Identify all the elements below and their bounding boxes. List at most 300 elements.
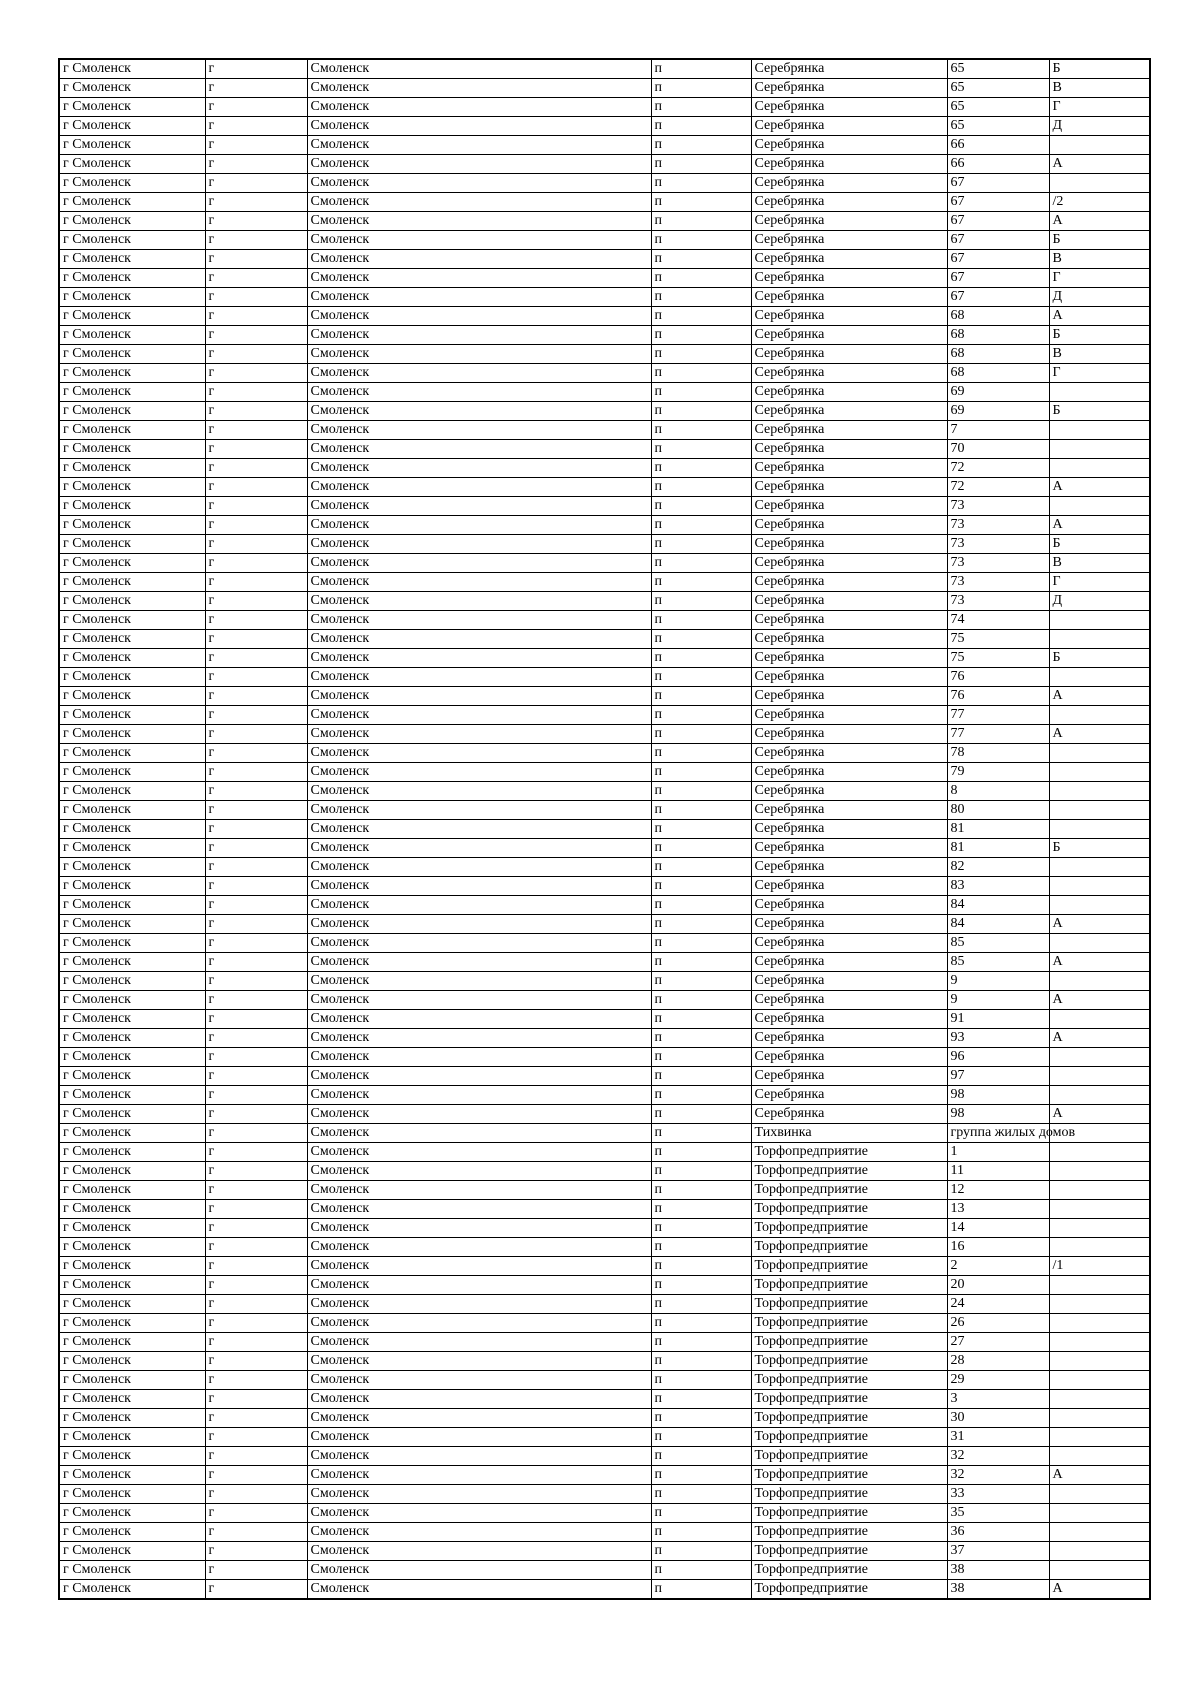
building-letter-cell: А: [1049, 307, 1150, 326]
table-row: [59, 174, 1150, 193]
street-cell: Серебрянка: [751, 687, 947, 706]
city-name-cell: Смоленск: [307, 1523, 651, 1542]
locality-type-cell: п: [651, 155, 751, 174]
table-row: [59, 801, 1150, 820]
street-cell: Серебрянка: [751, 896, 947, 915]
building-letter-cell: [1049, 744, 1150, 763]
building-letter-cell: Г: [1049, 573, 1150, 592]
building-letter-cell: [1049, 497, 1150, 516]
house-number-cell: 32: [947, 1466, 1049, 1485]
city-cell: г Смоленск: [59, 820, 205, 839]
address-table: [58, 58, 1151, 1600]
city-cell: г Смоленск: [59, 193, 205, 212]
address-table-body: [59, 59, 1150, 1599]
house-number-cell: 67: [947, 288, 1049, 307]
house-number-cell: 37: [947, 1542, 1049, 1561]
house-number-cell: 24: [947, 1295, 1049, 1314]
city-type-cell: г: [205, 1352, 307, 1371]
city-type-cell: г: [205, 250, 307, 269]
locality-type-cell: п: [651, 744, 751, 763]
city-name-cell: Смоленск: [307, 79, 651, 98]
city-cell: г Смоленск: [59, 1333, 205, 1352]
building-letter-cell: Д: [1049, 117, 1150, 136]
house-number-cell: 74: [947, 611, 1049, 630]
street-cell: Серебрянка: [751, 1048, 947, 1067]
city-name-cell: Смоленск: [307, 250, 651, 269]
city-cell: г Смоленск: [59, 1504, 205, 1523]
city-cell: г Смоленск: [59, 1580, 205, 1600]
city-cell: г Смоленск: [59, 250, 205, 269]
locality-type-cell: п: [651, 1390, 751, 1409]
building-letter-cell: [1049, 440, 1150, 459]
locality-type-cell: п: [651, 801, 751, 820]
building-letter-cell: [1049, 1086, 1150, 1105]
locality-type-cell: п: [651, 1105, 751, 1124]
locality-type-cell: п: [651, 934, 751, 953]
city-name-cell: Смоленск: [307, 611, 651, 630]
city-name-cell: Смоленск: [307, 1504, 651, 1523]
locality-type-cell: п: [651, 516, 751, 535]
street-cell: Серебрянка: [751, 953, 947, 972]
city-name-cell: Смоленск: [307, 1561, 651, 1580]
city-name-cell: Смоленск: [307, 1447, 651, 1466]
house-number-cell: 68: [947, 364, 1049, 383]
street-cell: Серебрянка: [751, 858, 947, 877]
locality-type-cell: п: [651, 1029, 751, 1048]
street-cell: Серебрянка: [751, 668, 947, 687]
house-number-cell: 35: [947, 1504, 1049, 1523]
city-name-cell: Смоленск: [307, 1048, 651, 1067]
city-type-cell: г: [205, 497, 307, 516]
house-number-cell: 65: [947, 117, 1049, 136]
building-letter-cell: Б: [1049, 59, 1150, 79]
city-type-cell: г: [205, 1371, 307, 1390]
building-letter-cell: [1049, 611, 1150, 630]
building-letter-cell: А: [1049, 687, 1150, 706]
city-type-cell: г: [205, 1409, 307, 1428]
building-letter-cell: Г: [1049, 98, 1150, 117]
locality-type-cell: п: [651, 1295, 751, 1314]
city-cell: г Смоленск: [59, 1561, 205, 1580]
table-row: [59, 1580, 1150, 1600]
city-type-cell: г: [205, 1105, 307, 1124]
table-row: [59, 1523, 1150, 1542]
city-type-cell: г: [205, 744, 307, 763]
street-cell: Серебрянка: [751, 725, 947, 744]
building-letter-cell: А: [1049, 212, 1150, 231]
city-cell: г Смоленск: [59, 117, 205, 136]
locality-type-cell: п: [651, 630, 751, 649]
house-number-cell: 70: [947, 440, 1049, 459]
table-row: [59, 934, 1150, 953]
city-name-cell: Смоленск: [307, 706, 651, 725]
house-number-cell: 77: [947, 706, 1049, 725]
city-type-cell: г: [205, 1086, 307, 1105]
city-name-cell: Смоленск: [307, 231, 651, 250]
city-cell: г Смоленск: [59, 1143, 205, 1162]
city-name-cell: Смоленск: [307, 136, 651, 155]
table-row: [59, 573, 1150, 592]
city-name-cell: Смоленск: [307, 535, 651, 554]
city-name-cell: Смоленск: [307, 288, 651, 307]
city-type-cell: г: [205, 79, 307, 98]
locality-type-cell: п: [651, 117, 751, 136]
table-row: [59, 1504, 1150, 1523]
locality-type-cell: п: [651, 991, 751, 1010]
city-cell: г Смоленск: [59, 383, 205, 402]
city-type-cell: г: [205, 269, 307, 288]
building-letter-cell: Б: [1049, 402, 1150, 421]
building-letter-cell: [1049, 1390, 1150, 1409]
building-letter-cell: В: [1049, 250, 1150, 269]
building-letter-cell: А: [1049, 725, 1150, 744]
table-row: [59, 1067, 1150, 1086]
locality-type-cell: п: [651, 592, 751, 611]
street-cell: Торфопредприятие: [751, 1485, 947, 1504]
building-letter-cell: [1049, 858, 1150, 877]
city-type-cell: г: [205, 1067, 307, 1086]
city-name-cell: Смоленск: [307, 839, 651, 858]
city-name-cell: Смоленск: [307, 1314, 651, 1333]
city-cell: г Смоленск: [59, 1124, 205, 1143]
table-row: [59, 421, 1150, 440]
city-cell: г Смоленск: [59, 98, 205, 117]
city-type-cell: г: [205, 1029, 307, 1048]
locality-type-cell: п: [651, 915, 751, 934]
house-number-cell: 75: [947, 630, 1049, 649]
table-row: [59, 1447, 1150, 1466]
locality-type-cell: п: [651, 858, 751, 877]
city-cell: г Смоленск: [59, 1048, 205, 1067]
city-name-cell: Смоленск: [307, 402, 651, 421]
city-type-cell: г: [205, 307, 307, 326]
locality-type-cell: п: [651, 1352, 751, 1371]
street-cell: Серебрянка: [751, 497, 947, 516]
street-cell: Серебрянка: [751, 345, 947, 364]
city-type-cell: г: [205, 212, 307, 231]
building-letter-cell: [1049, 1067, 1150, 1086]
table-row: [59, 1409, 1150, 1428]
locality-type-cell: п: [651, 554, 751, 573]
city-cell: г Смоленск: [59, 1105, 205, 1124]
table-row: [59, 820, 1150, 839]
table-row: [59, 136, 1150, 155]
city-type-cell: г: [205, 1333, 307, 1352]
city-type-cell: г: [205, 516, 307, 535]
street-cell: Торфопредприятие: [751, 1295, 947, 1314]
locality-type-cell: п: [651, 1143, 751, 1162]
table-row: [59, 155, 1150, 174]
house-number-cell: 16: [947, 1238, 1049, 1257]
city-type-cell: г: [205, 364, 307, 383]
street-cell: Серебрянка: [751, 820, 947, 839]
building-letter-cell: А: [1049, 953, 1150, 972]
house-number-cell: 76: [947, 668, 1049, 687]
city-type-cell: г: [205, 1314, 307, 1333]
city-cell: г Смоленск: [59, 801, 205, 820]
table-row: [59, 535, 1150, 554]
street-cell: Серебрянка: [751, 326, 947, 345]
city-type-cell: г: [205, 117, 307, 136]
street-cell: Серебрянка: [751, 117, 947, 136]
city-type-cell: г: [205, 1276, 307, 1295]
city-cell: г Смоленск: [59, 1010, 205, 1029]
table-row: [59, 763, 1150, 782]
street-cell: Серебрянка: [751, 706, 947, 725]
city-cell: г Смоленск: [59, 364, 205, 383]
table-row: [59, 972, 1150, 991]
table-row: [59, 59, 1150, 79]
house-number-cell: 72: [947, 459, 1049, 478]
city-name-cell: Смоленск: [307, 649, 651, 668]
city-name-cell: Смоленск: [307, 630, 651, 649]
city-cell: г Смоленск: [59, 269, 205, 288]
city-name-cell: Смоленск: [307, 1143, 651, 1162]
city-type-cell: г: [205, 231, 307, 250]
house-number-cell: 73: [947, 554, 1049, 573]
street-cell: Серебрянка: [751, 744, 947, 763]
city-cell: г Смоленск: [59, 345, 205, 364]
city-type-cell: г: [205, 345, 307, 364]
locality-type-cell: п: [651, 307, 751, 326]
city-name-cell: Смоленск: [307, 497, 651, 516]
city-type-cell: г: [205, 1561, 307, 1580]
city-type-cell: г: [205, 801, 307, 820]
table-row: [59, 744, 1150, 763]
street-cell: Серебрянка: [751, 649, 947, 668]
house-number-cell: 75: [947, 649, 1049, 668]
locality-type-cell: п: [651, 1542, 751, 1561]
street-cell: Серебрянка: [751, 421, 947, 440]
city-cell: г Смоленск: [59, 421, 205, 440]
city-type-cell: г: [205, 915, 307, 934]
city-cell: г Смоленск: [59, 459, 205, 478]
building-letter-cell: [1049, 877, 1150, 896]
city-type-cell: г: [205, 1238, 307, 1257]
city-name-cell: Смоленск: [307, 516, 651, 535]
street-cell: Торфопредприятие: [751, 1580, 947, 1600]
city-name-cell: Смоленск: [307, 1542, 651, 1561]
house-number-cell: 68: [947, 326, 1049, 345]
locality-type-cell: п: [651, 1162, 751, 1181]
building-letter-cell: [1049, 1181, 1150, 1200]
city-cell: г Смоленск: [59, 592, 205, 611]
city-cell: г Смоленск: [59, 1257, 205, 1276]
city-name-cell: Смоленск: [307, 478, 651, 497]
house-number-cell: 9: [947, 972, 1049, 991]
street-cell: Серебрянка: [751, 516, 947, 535]
street-cell: Серебрянка: [751, 59, 947, 79]
building-letter-cell: [1049, 972, 1150, 991]
table-row: [59, 668, 1150, 687]
city-cell: г Смоленск: [59, 59, 205, 79]
city-type-cell: г: [205, 630, 307, 649]
table-row: [59, 687, 1150, 706]
house-number-cell: 28: [947, 1352, 1049, 1371]
city-type-cell: г: [205, 839, 307, 858]
house-number-cell: 69: [947, 383, 1049, 402]
table-row: [59, 953, 1150, 972]
street-cell: Серебрянка: [751, 915, 947, 934]
building-letter-cell: [1049, 1143, 1150, 1162]
city-cell: г Смоленск: [59, 535, 205, 554]
city-name-cell: Смоленск: [307, 383, 651, 402]
city-name-cell: Смоленск: [307, 1485, 651, 1504]
house-number-cell: 67: [947, 250, 1049, 269]
house-number-cell: 68: [947, 345, 1049, 364]
street-cell: Торфопредприятие: [751, 1409, 947, 1428]
street-cell: Серебрянка: [751, 592, 947, 611]
house-number-cell: 85: [947, 934, 1049, 953]
street-cell: Торфопредприятие: [751, 1561, 947, 1580]
locality-type-cell: п: [651, 478, 751, 497]
city-cell: г Смоленск: [59, 497, 205, 516]
city-type-cell: г: [205, 383, 307, 402]
building-letter-cell: [1049, 1371, 1150, 1390]
street-cell: Серебрянка: [751, 1086, 947, 1105]
locality-type-cell: п: [651, 1181, 751, 1200]
city-cell: г Смоленск: [59, 1314, 205, 1333]
house-number-cell: 67: [947, 174, 1049, 193]
building-letter-cell: [1049, 1048, 1150, 1067]
table-row: [59, 1371, 1150, 1390]
house-number-cell: 84: [947, 896, 1049, 915]
house-number-cell: 8: [947, 782, 1049, 801]
city-type-cell: г: [205, 402, 307, 421]
table-row: [59, 649, 1150, 668]
city-cell: г Смоленск: [59, 1181, 205, 1200]
street-cell: Серебрянка: [751, 573, 947, 592]
table-row: [59, 478, 1150, 497]
city-name-cell: Смоленск: [307, 1200, 651, 1219]
house-number-cell: 73: [947, 535, 1049, 554]
city-type-cell: г: [205, 782, 307, 801]
building-letter-cell: [1049, 763, 1150, 782]
locality-type-cell: п: [651, 383, 751, 402]
city-cell: г Смоленск: [59, 972, 205, 991]
house-number-cell: 91: [947, 1010, 1049, 1029]
house-number-cell: 81: [947, 839, 1049, 858]
table-row: [59, 725, 1150, 744]
house-number-cell: 84: [947, 915, 1049, 934]
house-number-cell: 85: [947, 953, 1049, 972]
house-number-cell: 67: [947, 193, 1049, 212]
house-number-cell: 27: [947, 1333, 1049, 1352]
house-number-cell: 98: [947, 1086, 1049, 1105]
city-name-cell: Смоленск: [307, 364, 651, 383]
table-row: [59, 1238, 1150, 1257]
building-letter-cell: /2: [1049, 193, 1150, 212]
house-number-cell: 26: [947, 1314, 1049, 1333]
city-type-cell: г: [205, 611, 307, 630]
city-cell: г Смоленск: [59, 1428, 205, 1447]
city-name-cell: Смоленск: [307, 1067, 651, 1086]
street-cell: Торфопредприятие: [751, 1276, 947, 1295]
street-cell: Торфопредприятие: [751, 1504, 947, 1523]
locality-type-cell: п: [651, 421, 751, 440]
street-cell: Серебрянка: [751, 79, 947, 98]
city-type-cell: г: [205, 1200, 307, 1219]
city-name-cell: Смоленск: [307, 915, 651, 934]
locality-type-cell: п: [651, 1561, 751, 1580]
building-letter-cell: Б: [1049, 649, 1150, 668]
building-letter-cell: А: [1049, 155, 1150, 174]
city-type-cell: г: [205, 1485, 307, 1504]
city-cell: г Смоленск: [59, 1466, 205, 1485]
street-cell: Торфопредприятие: [751, 1219, 947, 1238]
city-name-cell: Смоленск: [307, 1010, 651, 1029]
building-letter-cell: А: [1049, 991, 1150, 1010]
street-cell: Торфопредприятие: [751, 1257, 947, 1276]
locality-type-cell: п: [651, 820, 751, 839]
city-name-cell: Смоленск: [307, 440, 651, 459]
street-cell: Торфопредприятие: [751, 1523, 947, 1542]
building-letter-cell: А: [1049, 1029, 1150, 1048]
city-name-cell: Смоленск: [307, 1181, 651, 1200]
street-cell: Серебрянка: [751, 364, 947, 383]
city-type-cell: г: [205, 478, 307, 497]
locality-type-cell: п: [651, 326, 751, 345]
city-cell: г Смоленск: [59, 516, 205, 535]
city-name-cell: Смоленск: [307, 1428, 651, 1447]
house-number-cell: 80: [947, 801, 1049, 820]
table-row: [59, 896, 1150, 915]
locality-type-cell: п: [651, 364, 751, 383]
locality-type-cell: п: [651, 1048, 751, 1067]
street-cell: Торфопредприятие: [751, 1162, 947, 1181]
house-number-cell: 38: [947, 1561, 1049, 1580]
building-letter-cell: [1049, 630, 1150, 649]
city-name-cell: Смоленск: [307, 1333, 651, 1352]
street-cell: Серебрянка: [751, 1010, 947, 1029]
house-number-cell: 11: [947, 1162, 1049, 1181]
city-name-cell: Смоленск: [307, 1580, 651, 1600]
locality-type-cell: п: [651, 611, 751, 630]
street-cell: Серебрянка: [751, 763, 947, 782]
city-cell: г Смоленск: [59, 1447, 205, 1466]
city-type-cell: г: [205, 649, 307, 668]
city-name-cell: Смоленск: [307, 59, 651, 79]
locality-type-cell: п: [651, 497, 751, 516]
street-cell: Серебрянка: [751, 801, 947, 820]
locality-type-cell: п: [651, 212, 751, 231]
city-cell: г Смоленск: [59, 668, 205, 687]
house-number-cell: 81: [947, 820, 1049, 839]
city-cell: г Смоленск: [59, 554, 205, 573]
table-row: [59, 1086, 1150, 1105]
city-name-cell: Смоленск: [307, 155, 651, 174]
building-letter-cell: [1049, 896, 1150, 915]
street-cell: Торфопредприятие: [751, 1143, 947, 1162]
table-row: [59, 1162, 1150, 1181]
locality-type-cell: п: [651, 1447, 751, 1466]
building-letter-cell: А: [1049, 1580, 1150, 1600]
city-name-cell: Смоленск: [307, 1105, 651, 1124]
city-type-cell: г: [205, 1447, 307, 1466]
table-row: [59, 1295, 1150, 1314]
house-number-cell: 68: [947, 307, 1049, 326]
house-number-cell: 65: [947, 79, 1049, 98]
table-row: [59, 1314, 1150, 1333]
house-number-cell: 93: [947, 1029, 1049, 1048]
locality-type-cell: п: [651, 136, 751, 155]
table-row: [59, 288, 1150, 307]
city-type-cell: г: [205, 972, 307, 991]
city-type-cell: г: [205, 1181, 307, 1200]
locality-type-cell: п: [651, 269, 751, 288]
city-cell: г Смоленск: [59, 174, 205, 193]
house-number-cell: 67: [947, 269, 1049, 288]
